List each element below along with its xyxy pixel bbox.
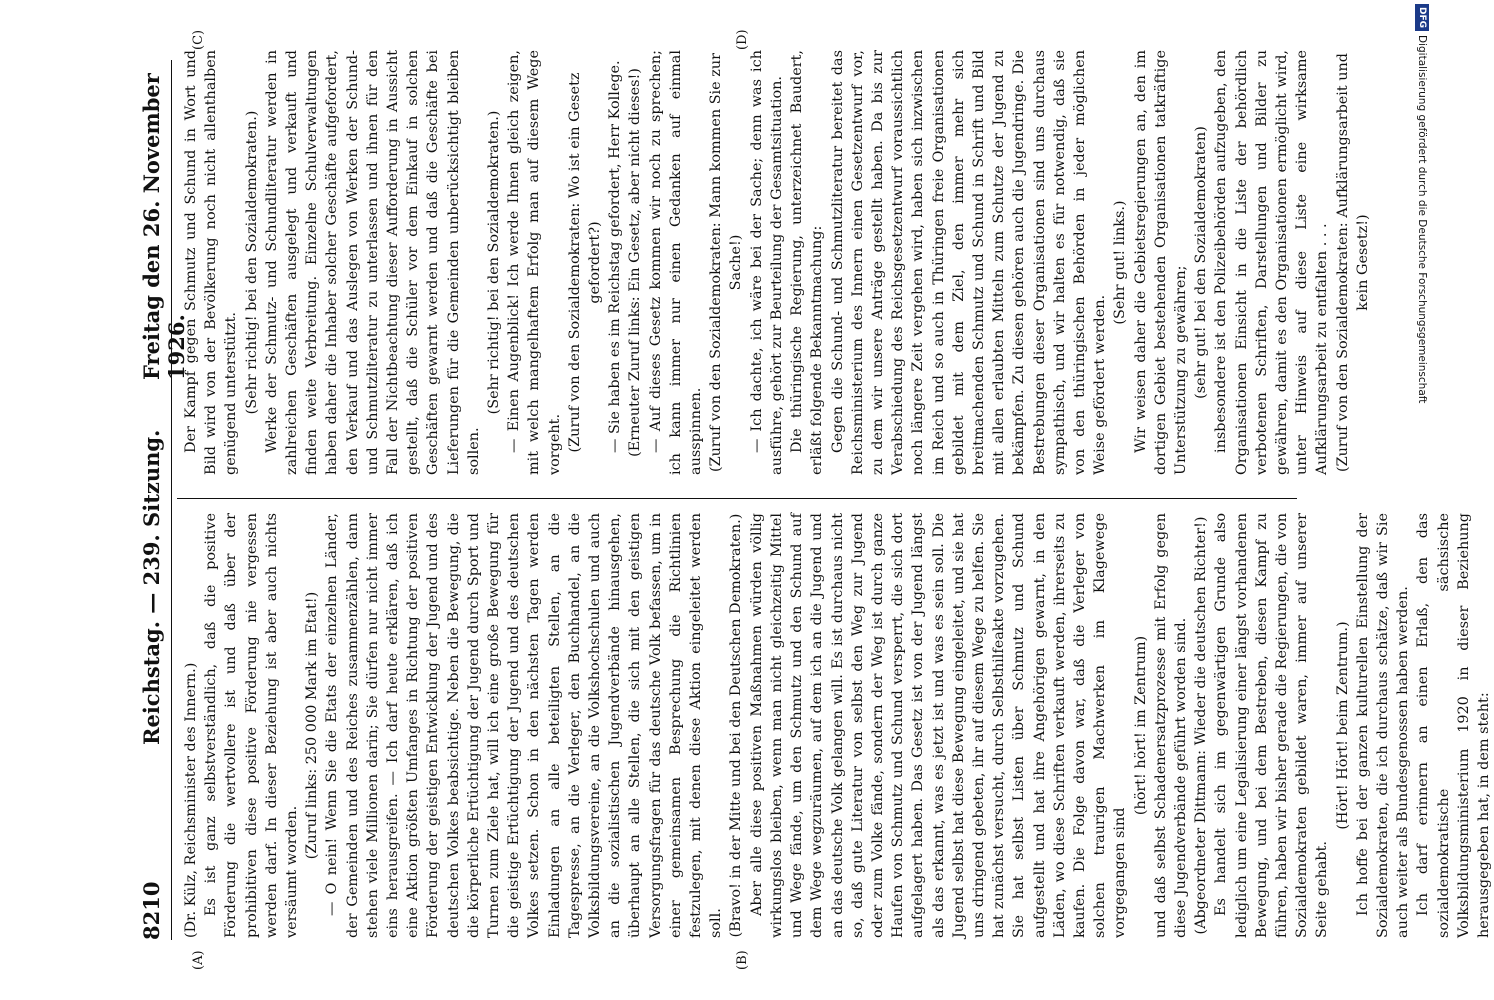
margin-mark-c: (C) — [191, 29, 206, 50]
interjection: (sehr gut! bei den Sozialdemokraten) — [1193, 126, 1210, 399]
interjection: (Zuruf von den Sozialdemokraten: Aufklärungsarbeit und kein Gesetz!) — [1334, 52, 1371, 473]
margin-mark-d: (D) — [735, 29, 750, 50]
paragraph: Aber alle diese positiven Maßnahmen würden völlig wirkungslos bleiben, wenn man nicht gleichzeitig Mittel und Wege fände, um den Schmutz und den Schund auf dem Wege wegzuräumen, auf dem ich an die Jugend und an das deutsche Volk gelangen will. Es ist durchaus nicht so, daß gute Literatur von selbst den Weg zur Jugend oder zum Volke fände, sondern der Weg ist durch ganze Haufen von Schmutz und Schund versperrt, die sich dort aufgelagert haben. Das Gesetz ist von der Jugend längst als das erkannt, was es jetzt ist und was es sein soll. Die Jugend selbst hat diese Bewegung eingeleitet, und sie hat uns dringend gebeten, ihr auf diesem Wege zu helfen. Sie hat zunächst versucht, durch Selbsthilfeakte vorzugehen. Sie hat selbst Listen über Schmutz und Schund aufgestellt und hat ihre Angehörigen gewarnt, in den Läden, wo diese Schriften verkauft werden, ihrerseits zu kaufen. Die Folge davon war, daß die Verleger von solchen traurigen Machwerken im Klagewege vorgegangen sind — [748, 513, 1129, 938]
paragraph: — Auf dieses Gesetz kommen wir noch zu sprechen; ich kann immer nur einen Gedanken auf einmal ausspinnen. — [647, 50, 705, 475]
interjection: (Bravo! in der Mitte und bei den Deutschen Demokraten.) — [728, 513, 745, 938]
interjection: (Erneuter Zuruf links: Ein Gesetz, aber nicht dieses!) — [627, 68, 644, 457]
paragraph: Die thüringische Regierung, unterzeichnet Baudert, erläßt folgende Bekanntmachung: — [789, 50, 826, 475]
quote-paragraph: Wir weisen daher die Gebietsregierungen an, den im dortigen Gebiet bestehenden Organisationen tatkräftige Unterstützung zu gewähren; — [1132, 50, 1189, 475]
paragraph: und daß selbst Schadenersatzprozesse mit Erfolg gegen diese Jugendverbände geführt worden sind. — [1152, 513, 1189, 938]
session-date: Freitag den 26. November 1926. — [139, 73, 189, 380]
interjection: (Sehr gut! links.) — [1112, 200, 1129, 325]
session-title: Reichstag. — 239. Sitzung. — [139, 429, 164, 745]
interjection: (Hört! Hört! beim Zentrum.) — [1334, 621, 1351, 830]
page-number: 8210 — [139, 881, 164, 940]
paragraph: — Einen Augenblick! Ich werde Ihnen gleich zeigen, mit welch mangelhaftem Erfolg man auf diesem Wege vorgeht. — [506, 50, 563, 475]
quote-paragraph: Werke der Schmutz- und Schundliteratur werden in zahlreichen Geschäften ausgelegt und verkauft und finden weite Verbreitung. Einzelne Schulverwaltungen haben daher die Inhaber solcher Geschäfte aufgefordert, den Verkauf und das Auslegen von Werken der Schund- und Schmutzliteratur zu unterlassen und ihnen für den Fall der Nichtbeachtung dieser Aufforderung in Aussicht gestellt, daß die Schüler vor dem Einkauf in solchen Geschäften gewarnt werden und daß die Geschäfte bei Lieferungen für die Gemeinden unberücksichtigt bleiben sollen. — [263, 50, 482, 475]
quote-paragraph: insbesondere ist den Polizeibehörden aufzugeben, den Organisationen Einsicht in die Liste der behördlich verbotenen Schriften, Darstellungen und Bilder zu gewähren, damit es den Organisationen ermöglicht wird, unter Hinweis auf diese Liste eine wirksame Aufklärungsarbeit zu entfalten . . . — [1213, 50, 1331, 475]
column-divider — [177, 498, 1297, 499]
interjection: (Zuruf links: 250 000 Mark im Etat!) — [304, 591, 321, 860]
paragraph: — O nein! Wenn Sie die Etats der einzelnen Länder, der Gemeinden und des Reiches zusammenzählen, dann stehen viele Millionen darin; Sie dürfen nur nicht immer eins herausgreifen. — Ich darf heute erklären, daß ich eine Aktion größten Umfanges in Richtung der positiven Förderung der geistigen Entwicklung der Jugend und des deutschen Volkes beabsichtige. Neben die Bewegung, die die körperliche Ertüchtigung der Jugend durch Sport und Turnen zum Ziele hat, will ich eine große Bewegung für die geistige Ertüchtigung der Jugend und des deutschen Volkes setzen. Schon in den nächsten Tagen werden Einladungen an alle beteiligten Stellen, an die Tagespresse, an die Verleger, den Buchhandel, an die Volksbildungsvereine, an die Volkshochschulen und auch an die sozialistischen Jugendverbände hinausgehen, überhaupt an alle Stellen, die sich mit den geistigen Versorgungsfragen für das deutsche Volk befassen, um in einer gemeinsamen Besprechung die Richtlinien festzulegen, mit denen diese Aktion eingeleitet werden soll. — [324, 513, 725, 938]
paragraph: Es ist ganz selbstverständlich, daß die positive Förderung die wertvollere ist und daß über der prohibitiven diese positive Förderung nie vergessen werden darf. In dieser Beziehung ist aber auch nichts versäumt worden. — [203, 513, 301, 938]
interjection: (Zuruf von den Sozialdemokraten: Mann kommen Sie zur Sache!) — [708, 53, 745, 472]
dfg-logo: DFG — [1415, 4, 1429, 31]
interjection: (hört! hört! im Zentrum) — [1132, 635, 1149, 816]
paragraph: Ich darf erinnern an einen Erlaß, den das sozialdemokratische sächsische Volksbildungsministerium 1920 in dieser Beziehung herausgegeben hat, in dem steht: — [1415, 513, 1492, 938]
quote-paragraph: Gegen die Schund- und Schmutzliteratur bereitet das Reichsministerium des Innern einen Gesetzentwurf vor, zu dem wir unsere Anträge gestellt haben. Da bis zur Verabschiedung des Reichsgesetzentwurf voraussichtlich noch längere Zeit vergehen wird, haben sich inzwischen im Reich und so auch in Thüringen freie Organisationen gebildet mit dem Ziel, den immer mehr sich breitmachenden Schmutz und Schund in Schrift und Bild mit allen erlaubten Mitteln zum Schutze der Jugend zu bekämpfen. Zu diesen gehören auch die Jugendringe. Die Bestrebungen dieser Organisationen sind uns durchaus sympathisch, und wir halten es für notwendig, daß sie von den thüringischen Behörden in jeder möglichen Weise gefördert werden. — [829, 50, 1109, 475]
paragraph: — Ich dachte, ich wäre bei der Sache; denn was ich ausführe, gehört zur Beurteilung der Gesamtsituation. — [748, 50, 785, 475]
right-column — [181, 50, 1373, 475]
interjection: (Sehr richtig! bei den Sozialdemokraten.) — [486, 110, 503, 415]
credit-text: Digitalisierung gefördert durch die Deutsche Forschungsgemeinschaft — [1416, 35, 1428, 404]
speaker-line: (Dr. Külz, Reichsminister des Innern.) — [183, 662, 199, 938]
left-column — [181, 513, 1494, 938]
quote-paragraph: Der Kampf gegen Schmutz und Schund in Wort und Bild wird von der Bevölkerung noch nicht allenthalben genügend unterstützt. — [183, 50, 240, 475]
interjection: (Sehr richtig! bei den Sozialdemokraten.) — [243, 110, 260, 415]
digitization-credit — [1412, 4, 1432, 604]
header-rule — [171, 60, 172, 940]
interjection: (Zuruf von den Sozialdemokraten: Wo ist ein Gesetz gefordert?) — [566, 72, 604, 453]
interjection: (Abgeordneter Dittmann: Wieder die deutschen Richter!) — [1193, 516, 1210, 935]
margin-mark-a: (A) — [191, 950, 206, 970]
paragraph: Ich hoffe bei der ganzen kulturellen Einstellung der Sozialdemokraten, die ich durchaus schätze, daß wir Sie auch weiter als Bundesgenossen haben werden. — [1354, 513, 1412, 938]
margin-mark-b: (B) — [735, 950, 750, 970]
paragraph: Es handelt sich im gegenwärtigen Grunde also lediglich um eine Legalisierung einer längst vorhandenen Bewegung, und bei dem Bestreben, diesen Kampf zu führen, haben wir bisher gerade die Regierungen, die von Sozialdemokraten gebildet waren, immer auf unserer Seite gehabt. — [1213, 513, 1331, 938]
paragraph: — Sie haben es im Reichstag gefordert, Herr Kollege. — [607, 60, 624, 453]
page-header — [139, 60, 189, 940]
